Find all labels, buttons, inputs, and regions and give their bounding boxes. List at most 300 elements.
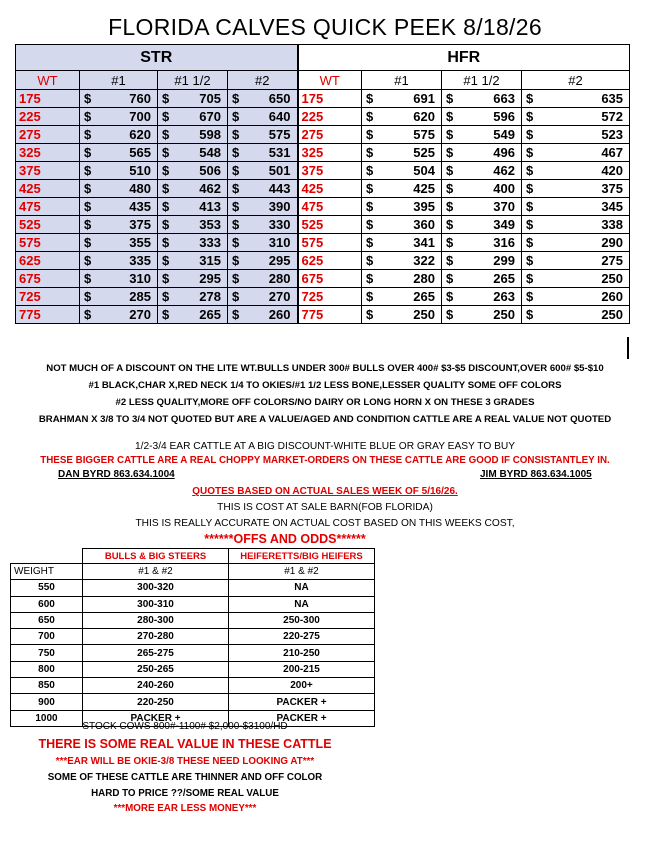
offs-price: PACKER + <box>229 694 375 710</box>
price-value: 640 <box>268 109 291 124</box>
weight-cell: 475 <box>16 198 80 216</box>
currency-symbol: $ <box>526 307 534 322</box>
weight-cell: 225 <box>16 108 80 126</box>
price-cell <box>158 288 228 306</box>
table-edge-bar <box>627 337 629 359</box>
currency-symbol: $ <box>232 163 240 178</box>
currency-symbol: $ <box>84 199 92 214</box>
more-ear-note: ***MORE EAR LESS MONEY*** <box>113 803 257 814</box>
price-cell <box>522 270 630 288</box>
price-cell <box>442 126 522 144</box>
price-cell <box>442 288 522 306</box>
price-cell <box>362 288 442 306</box>
price-cell <box>362 234 442 252</box>
price-value: 504 <box>413 163 435 178</box>
weight-cell: 575 <box>16 234 80 252</box>
col-header-wt: WT <box>298 71 362 90</box>
table-row <box>16 180 630 198</box>
price-value: 250 <box>413 307 435 322</box>
price-value: 691 <box>413 91 435 106</box>
currency-symbol: $ <box>232 217 240 232</box>
price-value: 462 <box>199 181 221 196</box>
price-cell <box>362 144 442 162</box>
price-cell <box>362 108 442 126</box>
price-cell <box>522 216 630 234</box>
price-value: 295 <box>268 253 291 268</box>
currency-symbol: $ <box>526 145 534 160</box>
table-row <box>16 252 630 270</box>
weight-cell: 375 <box>16 162 80 180</box>
weight-cell: 575 <box>298 234 362 252</box>
offs-row <box>11 612 375 628</box>
offs-price: 280-300 <box>83 612 229 628</box>
offs-price: PACKER + <box>83 710 229 726</box>
offs-row <box>11 661 375 677</box>
weight-cell: 175 <box>16 90 80 108</box>
price-cell <box>442 162 522 180</box>
price-value: 510 <box>129 163 151 178</box>
price-value: 565 <box>129 145 151 160</box>
currency-symbol: $ <box>526 109 534 124</box>
price-cell <box>442 234 522 252</box>
price-value: 549 <box>493 127 515 142</box>
price-value: 315 <box>199 253 221 268</box>
price-value: 360 <box>413 217 435 232</box>
table-row <box>16 126 630 144</box>
price-value: 467 <box>601 145 624 160</box>
price-cell <box>158 126 228 144</box>
price-value: 575 <box>413 127 435 142</box>
price-value: 425 <box>413 181 435 196</box>
currency-symbol: $ <box>526 289 534 304</box>
stock-cows-note: STOCK COWS 800#-1100# $2,000-$3100/HD <box>82 721 288 732</box>
price-value: 265 <box>493 271 515 286</box>
offs-col-head: HEIFERETTS/BIG HEIFERS <box>229 549 375 564</box>
price-cell <box>228 252 298 270</box>
currency-symbol: $ <box>446 271 454 286</box>
col-header-wt: WT <box>16 71 80 90</box>
price-cell <box>228 234 298 252</box>
offs-row <box>11 580 375 596</box>
currency-symbol: $ <box>84 217 92 232</box>
note-line: BRAHMAN X 3/8 TO 3/4 NOT QUOTED BUT ARE A VALUE/AGED AND CONDITION CATTLE ARE A REAL VALUE NOT QUOTED <box>38 414 612 425</box>
weight-cell: 325 <box>298 144 362 162</box>
price-value: 280 <box>268 271 291 286</box>
price-value: 395 <box>413 199 435 214</box>
price-value: 620 <box>413 109 435 124</box>
price-value: 375 <box>129 217 151 232</box>
price-cell <box>522 162 630 180</box>
price-value: 598 <box>199 127 221 142</box>
offs-weight: 550 <box>11 580 83 596</box>
currency-symbol: $ <box>84 235 92 250</box>
price-value: 270 <box>129 307 151 322</box>
price-value: 250 <box>493 307 515 322</box>
currency-symbol: $ <box>446 289 454 304</box>
price-cell <box>228 180 298 198</box>
currency-symbol: $ <box>446 127 454 142</box>
price-value: 635 <box>601 91 624 106</box>
price-value: 341 <box>413 235 435 250</box>
price-cell <box>80 180 158 198</box>
price-value: 650 <box>268 91 291 106</box>
price-cell <box>80 288 158 306</box>
col-header-1: #1 <box>80 71 158 90</box>
price-value: 575 <box>268 127 291 142</box>
price-value: 443 <box>268 181 291 196</box>
price-cell <box>362 306 442 324</box>
value-note: THERE IS SOME REAL VALUE IN THESE CATTLE <box>38 737 332 751</box>
offs-weight: 850 <box>11 678 83 694</box>
currency-symbol: $ <box>446 181 454 196</box>
price-cell <box>362 216 442 234</box>
price-cell <box>158 198 228 216</box>
weight-cell: 775 <box>16 306 80 324</box>
price-value: 572 <box>601 109 624 124</box>
price-cell <box>80 306 158 324</box>
offs-price: 220-250 <box>83 694 229 710</box>
price-value: 349 <box>493 217 515 232</box>
offs-price: 250-300 <box>229 612 375 628</box>
price-value: 335 <box>129 253 151 268</box>
offs-weight: 900 <box>11 694 83 710</box>
price-cell <box>522 288 630 306</box>
currency-symbol: $ <box>526 217 534 232</box>
col-header-2: #2 <box>522 71 630 90</box>
offs-weight: 1000 <box>11 710 83 726</box>
weight-cell: 275 <box>298 126 362 144</box>
price-value: 265 <box>199 307 221 322</box>
offs-price: 200-215 <box>229 661 375 677</box>
price-cell <box>442 306 522 324</box>
price-cell <box>362 90 442 108</box>
price-cell <box>228 108 298 126</box>
currency-symbol: $ <box>366 289 374 304</box>
price-cell <box>228 306 298 324</box>
weight-cell: 425 <box>16 180 80 198</box>
table-row <box>16 162 630 180</box>
price-cell <box>522 144 630 162</box>
offs-row <box>11 694 375 710</box>
currency-symbol: $ <box>232 235 240 250</box>
offs-sub-head: #1 & #2 <box>229 564 375 580</box>
price-cell <box>80 252 158 270</box>
table-row <box>16 216 630 234</box>
currency-symbol: $ <box>232 307 240 322</box>
currency-symbol: $ <box>366 217 374 232</box>
currency-symbol: $ <box>162 163 170 178</box>
price-cell <box>442 216 522 234</box>
price-value: 413 <box>199 199 221 214</box>
currency-symbol: $ <box>446 235 454 250</box>
offs-weight: 650 <box>11 612 83 628</box>
price-value: 278 <box>199 289 221 304</box>
offs-title: ******OFFS AND ODDS****** <box>204 532 366 546</box>
weight-cell: 275 <box>16 126 80 144</box>
offs-table <box>10 548 375 727</box>
currency-symbol: $ <box>526 163 534 178</box>
price-cell <box>80 198 158 216</box>
offs-price: 300-320 <box>83 580 229 596</box>
price-cell <box>442 108 522 126</box>
price-value: 370 <box>493 199 515 214</box>
price-cell <box>362 162 442 180</box>
currency-symbol: $ <box>84 127 92 142</box>
weight-cell: 675 <box>298 270 362 288</box>
note-line: NOT MUCH OF A DISCOUNT ON THE LITE WT.BULLS UNDER 300# BULLS OVER 400# $3-$5 DISCOUNT,OVER 600# $5-$10 <box>46 363 604 374</box>
str-group-header: STR <box>16 45 298 71</box>
offs-price: 265-275 <box>83 645 229 661</box>
table-row <box>16 108 630 126</box>
offs-weight: 800 <box>11 661 83 677</box>
price-cell <box>228 126 298 144</box>
price-cell <box>80 162 158 180</box>
currency-symbol: $ <box>84 91 92 106</box>
offs-weight: 600 <box>11 596 83 612</box>
offs-weight: 700 <box>11 629 83 645</box>
cost-note: THIS IS COST AT SALE BARN(FOB FLORIDA) <box>217 502 433 513</box>
price-cell <box>158 90 228 108</box>
table-row <box>16 306 630 324</box>
currency-symbol: $ <box>162 109 170 124</box>
price-value: 700 <box>129 109 151 124</box>
currency-symbol: $ <box>366 253 374 268</box>
offs-sub-head: WEIGHT <box>11 564 83 580</box>
currency-symbol: $ <box>446 145 454 160</box>
currency-symbol: $ <box>446 253 454 268</box>
price-cell <box>522 180 630 198</box>
price-value: 670 <box>199 109 221 124</box>
offs-price: NA <box>229 580 375 596</box>
price-value: 596 <box>493 109 515 124</box>
offs-price: 240-260 <box>83 678 229 694</box>
offs-price: 210-250 <box>229 645 375 661</box>
price-value: 390 <box>268 199 291 214</box>
price-value: 260 <box>268 307 291 322</box>
weight-cell: 325 <box>16 144 80 162</box>
price-value: 506 <box>199 163 221 178</box>
price-value: 322 <box>413 253 435 268</box>
currency-symbol: $ <box>366 127 374 142</box>
price-cell <box>80 108 158 126</box>
note-line: #2 LESS QUALITY,MORE OFF COLORS/NO DAIRY OR LONG HORN X ON THESE 3 GRADES <box>115 397 535 408</box>
price-cell <box>158 252 228 270</box>
price-value: 338 <box>601 217 624 232</box>
price-cell <box>362 180 442 198</box>
price-value: 250 <box>601 307 624 322</box>
price-value: 265 <box>413 289 435 304</box>
price-cell <box>228 216 298 234</box>
weight-cell: 475 <box>298 198 362 216</box>
price-value: 316 <box>493 235 515 250</box>
currency-symbol: $ <box>232 271 240 286</box>
offs-sub-head: #1 & #2 <box>83 564 229 580</box>
currency-symbol: $ <box>526 91 534 106</box>
price-cell <box>80 126 158 144</box>
offs-row <box>11 629 375 645</box>
price-value: 310 <box>268 235 291 250</box>
price-value: 663 <box>493 91 515 106</box>
quotes-note: QUOTES BASED ON ACTUAL SALES WEEK OF 5/16/26. <box>192 486 458 497</box>
price-value: 353 <box>199 217 221 232</box>
currency-symbol: $ <box>162 145 170 160</box>
contact-dan: DAN BYRD 863.634.1004 <box>58 469 175 480</box>
offs-price: PACKER + <box>229 710 375 726</box>
currency-symbol: $ <box>526 199 534 214</box>
weight-cell: 375 <box>298 162 362 180</box>
price-cell <box>522 90 630 108</box>
weight-cell: 425 <box>298 180 362 198</box>
price-cell <box>158 306 228 324</box>
offs-col-head: BULLS & BIG STEERS <box>83 549 229 564</box>
currency-symbol: $ <box>446 109 454 124</box>
hfr-group-header: HFR <box>298 45 630 71</box>
price-value: 299 <box>493 253 515 268</box>
price-cell <box>442 144 522 162</box>
note-line: #1 BLACK,CHAR X,RED NECK 1/4 TO OKIES/#1 1/2 LESS BONE,LESSER QUALITY SOME OFF COLORS <box>88 380 562 391</box>
price-cell <box>442 270 522 288</box>
currency-symbol: $ <box>84 145 92 160</box>
currency-symbol: $ <box>366 91 374 106</box>
price-cell <box>158 180 228 198</box>
hard-to-price-note: HARD TO PRICE ??/SOME REAL VALUE <box>91 788 279 799</box>
currency-symbol: $ <box>162 271 170 286</box>
price-value: 525 <box>413 145 435 160</box>
price-value: 295 <box>199 271 221 286</box>
weight-cell: 225 <box>298 108 362 126</box>
price-value: 760 <box>129 91 151 106</box>
currency-symbol: $ <box>84 253 92 268</box>
currency-symbol: $ <box>526 181 534 196</box>
currency-symbol: $ <box>162 199 170 214</box>
table-row <box>16 90 630 108</box>
price-cell <box>362 126 442 144</box>
price-value: 345 <box>601 199 624 214</box>
currency-symbol: $ <box>526 253 534 268</box>
currency-symbol: $ <box>366 199 374 214</box>
price-cell <box>522 234 630 252</box>
price-cell <box>522 252 630 270</box>
price-value: 355 <box>129 235 151 250</box>
weight-cell: 525 <box>298 216 362 234</box>
currency-symbol: $ <box>84 181 92 196</box>
currency-symbol: $ <box>446 217 454 232</box>
currency-symbol: $ <box>232 199 240 214</box>
price-value: 462 <box>493 163 515 178</box>
col-header-1-half: #1 1/2 <box>158 71 228 90</box>
price-cell <box>80 216 158 234</box>
price-cell <box>522 126 630 144</box>
currency-symbol: $ <box>162 289 170 304</box>
price-value: 420 <box>601 163 624 178</box>
price-value: 496 <box>493 145 515 160</box>
table-row <box>16 270 630 288</box>
currency-symbol: $ <box>84 163 92 178</box>
currency-symbol: $ <box>162 307 170 322</box>
price-value: 400 <box>493 181 515 196</box>
price-cell <box>80 270 158 288</box>
offs-row <box>11 645 375 661</box>
weight-cell: 175 <box>298 90 362 108</box>
price-value: 501 <box>268 163 291 178</box>
currency-symbol: $ <box>162 181 170 196</box>
price-cell <box>228 288 298 306</box>
currency-symbol: $ <box>446 91 454 106</box>
offs-price: 220-275 <box>229 629 375 645</box>
price-value: 531 <box>268 145 291 160</box>
weight-cell: 525 <box>16 216 80 234</box>
price-cell <box>158 234 228 252</box>
col-header-1: #1 <box>362 71 442 90</box>
page-title: FLORIDA CALVES QUICK PEEK 8/18/26 <box>108 14 542 40</box>
price-cell <box>228 162 298 180</box>
price-cell <box>80 234 158 252</box>
price-value: 548 <box>199 145 221 160</box>
offs-price: 250-265 <box>83 661 229 677</box>
currency-symbol: $ <box>366 307 374 322</box>
price-value: 260 <box>601 289 624 304</box>
price-cell <box>228 198 298 216</box>
currency-symbol: $ <box>446 199 454 214</box>
table-row <box>16 234 630 252</box>
col-header-1-half: #1 1/2 <box>442 71 522 90</box>
price-cell <box>158 162 228 180</box>
currency-symbol: $ <box>366 163 374 178</box>
currency-symbol: $ <box>232 289 240 304</box>
weight-cell: 725 <box>298 288 362 306</box>
currency-symbol: $ <box>162 253 170 268</box>
thinner-note: SOME OF THESE CATTLE ARE THINNER AND OFF COLOR <box>47 772 323 783</box>
offs-price: 200+ <box>229 678 375 694</box>
currency-symbol: $ <box>232 181 240 196</box>
currency-symbol: $ <box>446 307 454 322</box>
offs-price: 300-310 <box>83 596 229 612</box>
currency-symbol: $ <box>232 253 240 268</box>
offs-row <box>11 678 375 694</box>
price-value: 310 <box>129 271 151 286</box>
offs-price: NA <box>229 596 375 612</box>
table-row <box>16 144 630 162</box>
currency-symbol: $ <box>366 271 374 286</box>
price-cell <box>228 144 298 162</box>
price-value: 375 <box>601 181 624 196</box>
contact-jim: JIM BYRD 863.634.1005 <box>480 469 592 480</box>
price-cell <box>442 198 522 216</box>
weight-cell: 625 <box>16 252 80 270</box>
currency-symbol: $ <box>446 163 454 178</box>
price-cell <box>228 270 298 288</box>
price-cell <box>80 90 158 108</box>
price-value: 480 <box>129 181 151 196</box>
price-value: 250 <box>601 271 624 286</box>
currency-symbol: $ <box>526 127 534 142</box>
ear-note: 1/2-3/4 EAR CATTLE AT A BIG DISCOUNT-WHITE BLUE OR GRAY EASY TO BUY <box>134 441 516 452</box>
price-value: 333 <box>199 235 221 250</box>
currency-symbol: $ <box>84 307 92 322</box>
price-value: 280 <box>413 271 435 286</box>
price-value: 705 <box>199 91 221 106</box>
price-value: 285 <box>129 289 151 304</box>
currency-symbol: $ <box>366 145 374 160</box>
weight-cell: 775 <box>298 306 362 324</box>
price-value: 620 <box>129 127 151 142</box>
currency-symbol: $ <box>366 235 374 250</box>
price-cell <box>158 144 228 162</box>
currency-symbol: $ <box>526 271 534 286</box>
currency-symbol: $ <box>162 235 170 250</box>
price-value: 523 <box>601 127 624 142</box>
price-cell <box>80 144 158 162</box>
